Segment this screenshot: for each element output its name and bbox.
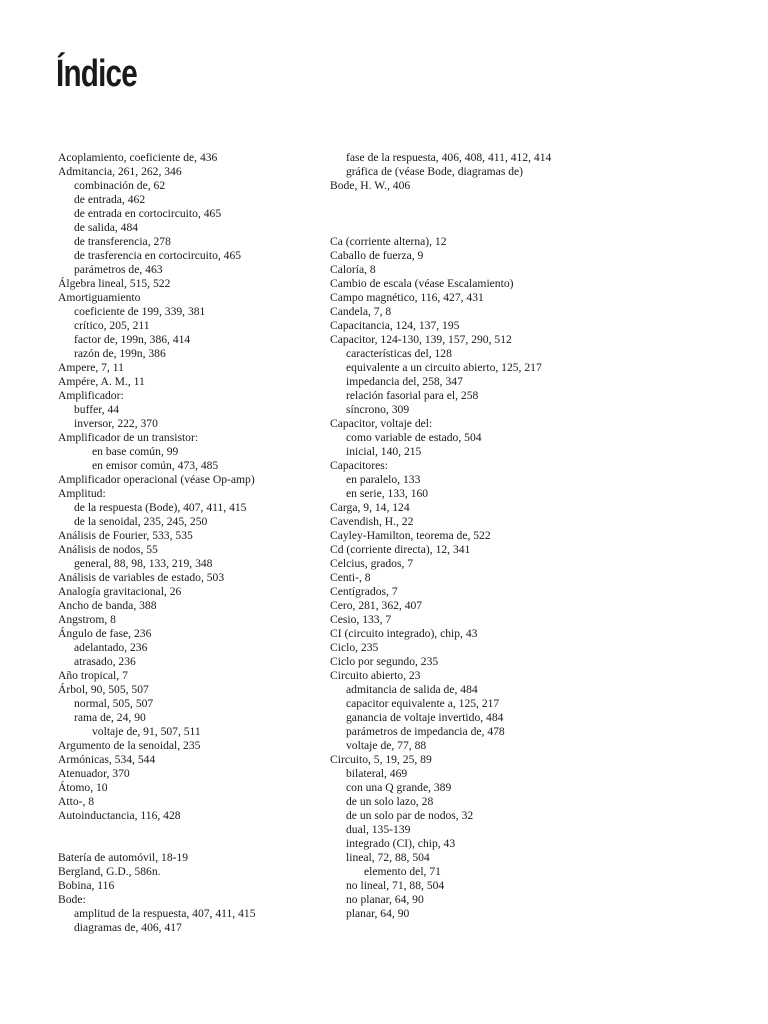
index-entry: Bobina, 116 (58, 879, 115, 892)
index-subentry: gráfica de (véase Bode, diagramas de) (346, 165, 524, 178)
index-entry: Capacitor, voltaje del: (330, 417, 433, 430)
index-subentry: características del, 128 (346, 347, 452, 360)
index-subentry: no planar, 64, 90 (346, 893, 424, 906)
index-entry: Cayley-Hamilton, teorema de, 522 (330, 529, 491, 542)
index-entry: Amplificador: (58, 389, 124, 402)
index-subentry: lineal, 72, 88, 504 (346, 851, 430, 864)
index-entry: Ancho de banda, 388 (58, 599, 157, 612)
index-entry: Cambio de escala (véase Escalamiento) (330, 277, 514, 290)
index-subentry: combinación de, 62 (74, 179, 166, 192)
index-subentry: rama de, 24, 90 (74, 711, 146, 724)
index-subentry: en emisor común, 473, 485 (92, 459, 219, 472)
index-subentry: general, 88, 98, 133, 219, 348 (74, 557, 213, 570)
index-entry: Candela, 7, 8 (330, 305, 392, 318)
index-subentry: capacitor equivalente a, 125, 217 (346, 697, 500, 710)
index-subentry: equivalente a un circuito abierto, 125, 217 (346, 361, 542, 374)
index-entry: Capacitancia, 124, 137, 195 (330, 319, 460, 332)
index-subentry: de trasferencia en cortocircuito, 465 (74, 249, 242, 262)
index-subentry: en paralelo, 133 (346, 473, 421, 486)
index-entry: Amortiguamiento (58, 291, 141, 304)
index-entry: Campo magnético, 116, 427, 431 (330, 291, 484, 304)
index-subentry: no lineal, 71, 88, 504 (346, 879, 445, 892)
index-subentry: inversor, 222, 370 (74, 417, 158, 430)
index-subentry: admitancia de salida de, 484 (346, 683, 478, 696)
page-title: Índice (56, 53, 137, 95)
index-subentry: de transferencia, 278 (74, 235, 171, 248)
index-subentry: elemento del, 71 (364, 865, 441, 878)
index-entry: Ampére, A. M., 11 (58, 375, 145, 388)
index-entry: Circuito, 5, 19, 25, 89 (330, 753, 432, 766)
index-subentry: de la respuesta (Bode), 407, 411, 415 (74, 501, 247, 514)
index-subentry: adelantado, 236 (74, 641, 148, 654)
index-subentry: parámetros de, 463 (74, 263, 163, 276)
index-subentry: de un solo par de nodos, 32 (346, 809, 474, 822)
index-entry: Autoinductancia, 116, 428 (58, 809, 181, 822)
index-entry: Año tropical, 7 (58, 669, 128, 682)
index-entry: Ángulo de fase, 236 (58, 627, 152, 640)
index-subentry: diagramas de, 406, 417 (74, 921, 182, 934)
index-subentry: de la senoidal, 235, 245, 250 (74, 515, 208, 528)
index-subentry: de salida, 484 (74, 221, 139, 234)
index-entry: Análisis de Fourier, 533, 535 (58, 529, 193, 542)
index-entry: Cavendish, H., 22 (330, 515, 414, 528)
index-subentry: normal, 505, 507 (74, 697, 154, 710)
index-entry: Cd (corriente directa), 12, 341 (330, 543, 471, 556)
index-entry: Carga, 9, 14, 124 (330, 501, 410, 514)
index-entry: Centígrados, 7 (330, 585, 398, 598)
index-subentry: parámetros de impedancia de, 478 (346, 725, 505, 738)
index-subentry: integrado (CI), chip, 43 (346, 837, 456, 850)
index-subentry: buffer, 44 (74, 403, 120, 416)
index-entry: Centi-, 8 (330, 571, 371, 584)
index-entry: Amplificador operacional (véase Op-amp) (58, 473, 255, 486)
index-entry: Acoplamiento, coeficiente de, 436 (58, 151, 218, 164)
index-entry: Átomo, 10 (58, 781, 108, 794)
index-subentry: síncrono, 309 (346, 403, 410, 416)
index-entry: Armónicas, 534, 544 (58, 753, 156, 766)
index-entry: Bergland, G.D., 586n. (58, 865, 161, 878)
index-column-left (58, 151, 348, 935)
index-subentry: de un solo lazo, 28 (346, 795, 434, 808)
index-entry: Amplitud: (58, 487, 106, 500)
index-subentry: atrasado, 236 (74, 655, 136, 668)
index-entry: Ca (corriente alterna), 12 (330, 235, 447, 248)
index-entry: Batería de automóvil, 18-19 (58, 851, 189, 864)
index-entry: Caloría, 8 (330, 263, 376, 276)
index-subentry: como variable de estado, 504 (346, 431, 482, 444)
index-subentry: con una Q grande, 389 (346, 781, 452, 794)
index-entry: Análisis de variables de estado, 503 (58, 571, 225, 584)
index-subentry: planar, 64, 90 (346, 907, 410, 920)
index-entry: Atto-, 8 (58, 795, 95, 808)
section-gap (330, 193, 630, 235)
index-entry: Admitancia, 261, 262, 346 (58, 165, 182, 178)
index-entry: Bode, H. W., 406 (330, 179, 411, 192)
index-entry: Caballo de fuerza, 9 (330, 249, 424, 262)
index-entry: Circuito abierto, 23 (330, 669, 421, 682)
index-entry: Análisis de nodos, 55 (58, 543, 158, 556)
index-entry: Amplificador de un transistor: (58, 431, 199, 444)
index-entry: Atenuador, 370 (58, 767, 130, 780)
index-subentry: razón de, 199n, 386 (74, 347, 166, 360)
section-gap (58, 823, 348, 851)
index-subentry: ganancia de voltaje invertido, 484 (346, 711, 504, 724)
index-subentry: dual, 135-139 (346, 823, 411, 836)
index-subentry: bilateral, 469 (346, 767, 408, 780)
index-subentry: de entrada en cortocircuito, 465 (74, 207, 222, 220)
index-entry: Analogía gravitacional, 26 (58, 585, 182, 598)
index-subentry: coeficiente de 199, 339, 381 (74, 305, 206, 318)
index-subentry: en base común, 99 (92, 445, 179, 458)
index-entry: Árbol, 90, 505, 507 (58, 683, 149, 696)
index-entry: Capacitores: (330, 459, 388, 472)
index-entry: Celcius, grados, 7 (330, 557, 414, 570)
index-subentry: relación fasorial para el, 258 (346, 389, 479, 402)
index-entry: Capacitor, 124-130, 139, 157, 290, 512 (330, 333, 512, 346)
index-column-right (330, 151, 630, 921)
index-entry: Argumento de la senoidal, 235 (58, 739, 201, 752)
index-subentry: en serie, 133, 160 (346, 487, 429, 500)
index-subentry: impedancia del, 258, 347 (346, 375, 463, 388)
index-subentry: crítico, 205, 211 (74, 319, 150, 332)
index-subentry: inicial, 140, 215 (346, 445, 422, 458)
index-entry: Ciclo, 235 (330, 641, 379, 654)
index-entry: Bode: (58, 893, 86, 906)
index-entry: Ampere, 7, 11 (58, 361, 124, 374)
index-subentry: de entrada, 462 (74, 193, 146, 206)
index-entry: Angstrom, 8 (58, 613, 116, 626)
index-entry: CI (circuito integrado), chip, 43 (330, 627, 478, 640)
index-entry: Cero, 281, 362, 407 (330, 599, 423, 612)
index-entry: Álgebra lineal, 515, 522 (58, 277, 171, 290)
index-subentry: voltaje de, 91, 507, 511 (92, 725, 201, 738)
index-entry: Ciclo por segundo, 235 (330, 655, 439, 668)
index-subentry: fase de la respuesta, 406, 408, 411, 412, 414 (346, 151, 552, 164)
index-subentry: voltaje de, 77, 88 (346, 739, 427, 752)
index-entry: Cesio, 133, 7 (330, 613, 392, 626)
index-subentry: factor de, 199n, 386, 414 (74, 333, 191, 346)
index-subentry: amplitud de la respuesta, 407, 411, 415 (74, 907, 256, 920)
